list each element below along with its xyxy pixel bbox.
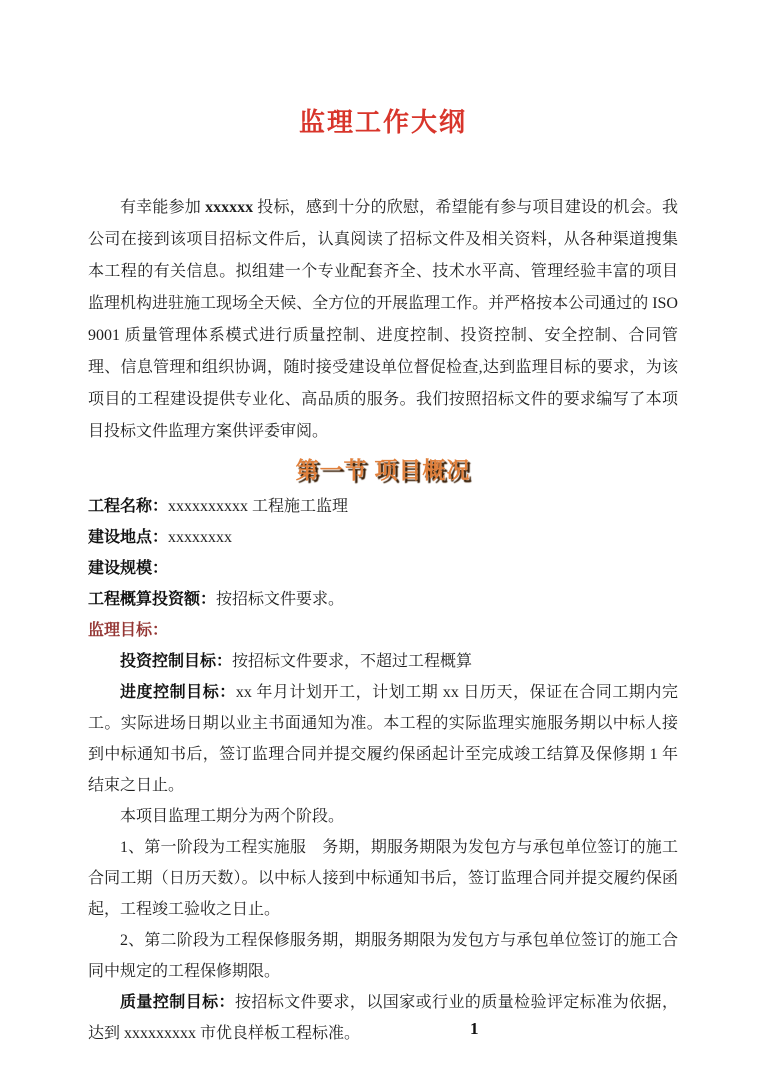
quality-control-goal — [88, 987, 678, 1049]
field-project-name-label: 工程名称： — [88, 498, 169, 515]
stage-2-paragraph: 2、第二阶段为工程保修服务期，期服务期限为发包方与承包单位签订的施工合同中规定的工程保修期限。 — [88, 932, 678, 980]
schedule-control-goal-text: xx 年月计划开工，计划工期 xx 日历天，保证在合同工期内完工。实际进场日期以业主书面通知为准。本工程的实际监理实施服务期以中标人接到中标通知书后，签订监理合同并提交履约保函起计至完成竣工结算及保修期 1 年结束之日止。 — [88, 684, 678, 794]
intro-paragraph — [88, 192, 678, 448]
schedule-control-goal-label: 进度控制目标： — [120, 684, 236, 701]
field-construction-site-label: 建设地点： — [88, 529, 169, 546]
intro-text-post: 投标，感到十分的欣慰，希望能有参与项目建设的机会。我公司在接到该项目招标文件后，认真阅读了招标文件及相关资料，从各种渠道搜集本工程的有关信息。拟组建一个专业配套齐全、技术水平高、管理经验丰富的项目监理机构进驻施工现场全天候、全方位的开展监理工作。并严格按本公司通过的 ISO9001 质量管理体系模式进行质量控制、进度控制、投资控制、安全控制、合同管理、信息管理和组织协调，随时接受建设单位督促检查,达到监理目标的要求，为该项目的工程建设提供专业化、高品质的服务。我们按照招标文件的要求编写了本项目投标文件监理方案供评委审阅。 — [88, 199, 678, 440]
field-construction-scale-label: 建设规模： — [88, 560, 169, 577]
document-title: 监理工作大纲 — [298, 108, 467, 137]
page-number: 1 — [470, 1019, 479, 1038]
stage-1-paragraph: 1、第一阶段为工程实施服 务期，期服务期限为发包方与承包单位签订的施工合同工期（日历天数）。以中标人接到中标通知书后，签订监理合同并提交履约保函起，工程竣工验收之日止。 — [88, 839, 678, 918]
investment-control-goal-text: 按招标文件要求，不超过工程概算 — [232, 653, 473, 670]
field-budget-investment — [88, 584, 678, 615]
field-construction-scale — [88, 553, 678, 584]
intro-placeholder-bold: xxxxxx — [205, 199, 254, 216]
quality-control-goal-text: 按招标文件要求，以国家或行业的质量检验评定标准为依据，达到 xxxxxxxxx 市优良样板工程标准。 — [88, 994, 678, 1042]
field-construction-site-value: xxxxxxxx — [168, 529, 233, 546]
field-budget-investment-value: 按招标文件要求。 — [216, 591, 345, 608]
stage-intro-paragraph: 本项目监理工期分为两个阶段。 — [120, 808, 345, 825]
supervision-goals-heading: 监理目标： — [88, 622, 169, 639]
field-budget-investment-label: 工程概算投资额： — [88, 591, 217, 608]
section-1-heading: 第一节 项目概况 — [295, 458, 471, 483]
field-construction-site — [88, 522, 678, 553]
quality-control-goal-label: 质量控制目标： — [120, 994, 235, 1011]
intro-text-pre: 有幸能参加 — [120, 199, 206, 216]
field-project-name-value: xxxxxxxxxx 工程施工监理 — [168, 498, 349, 515]
schedule-control-goal — [88, 677, 678, 801]
investment-control-goal-label: 投资控制目标： — [120, 653, 233, 670]
field-project-name — [88, 491, 678, 522]
investment-control-goal — [88, 646, 678, 677]
